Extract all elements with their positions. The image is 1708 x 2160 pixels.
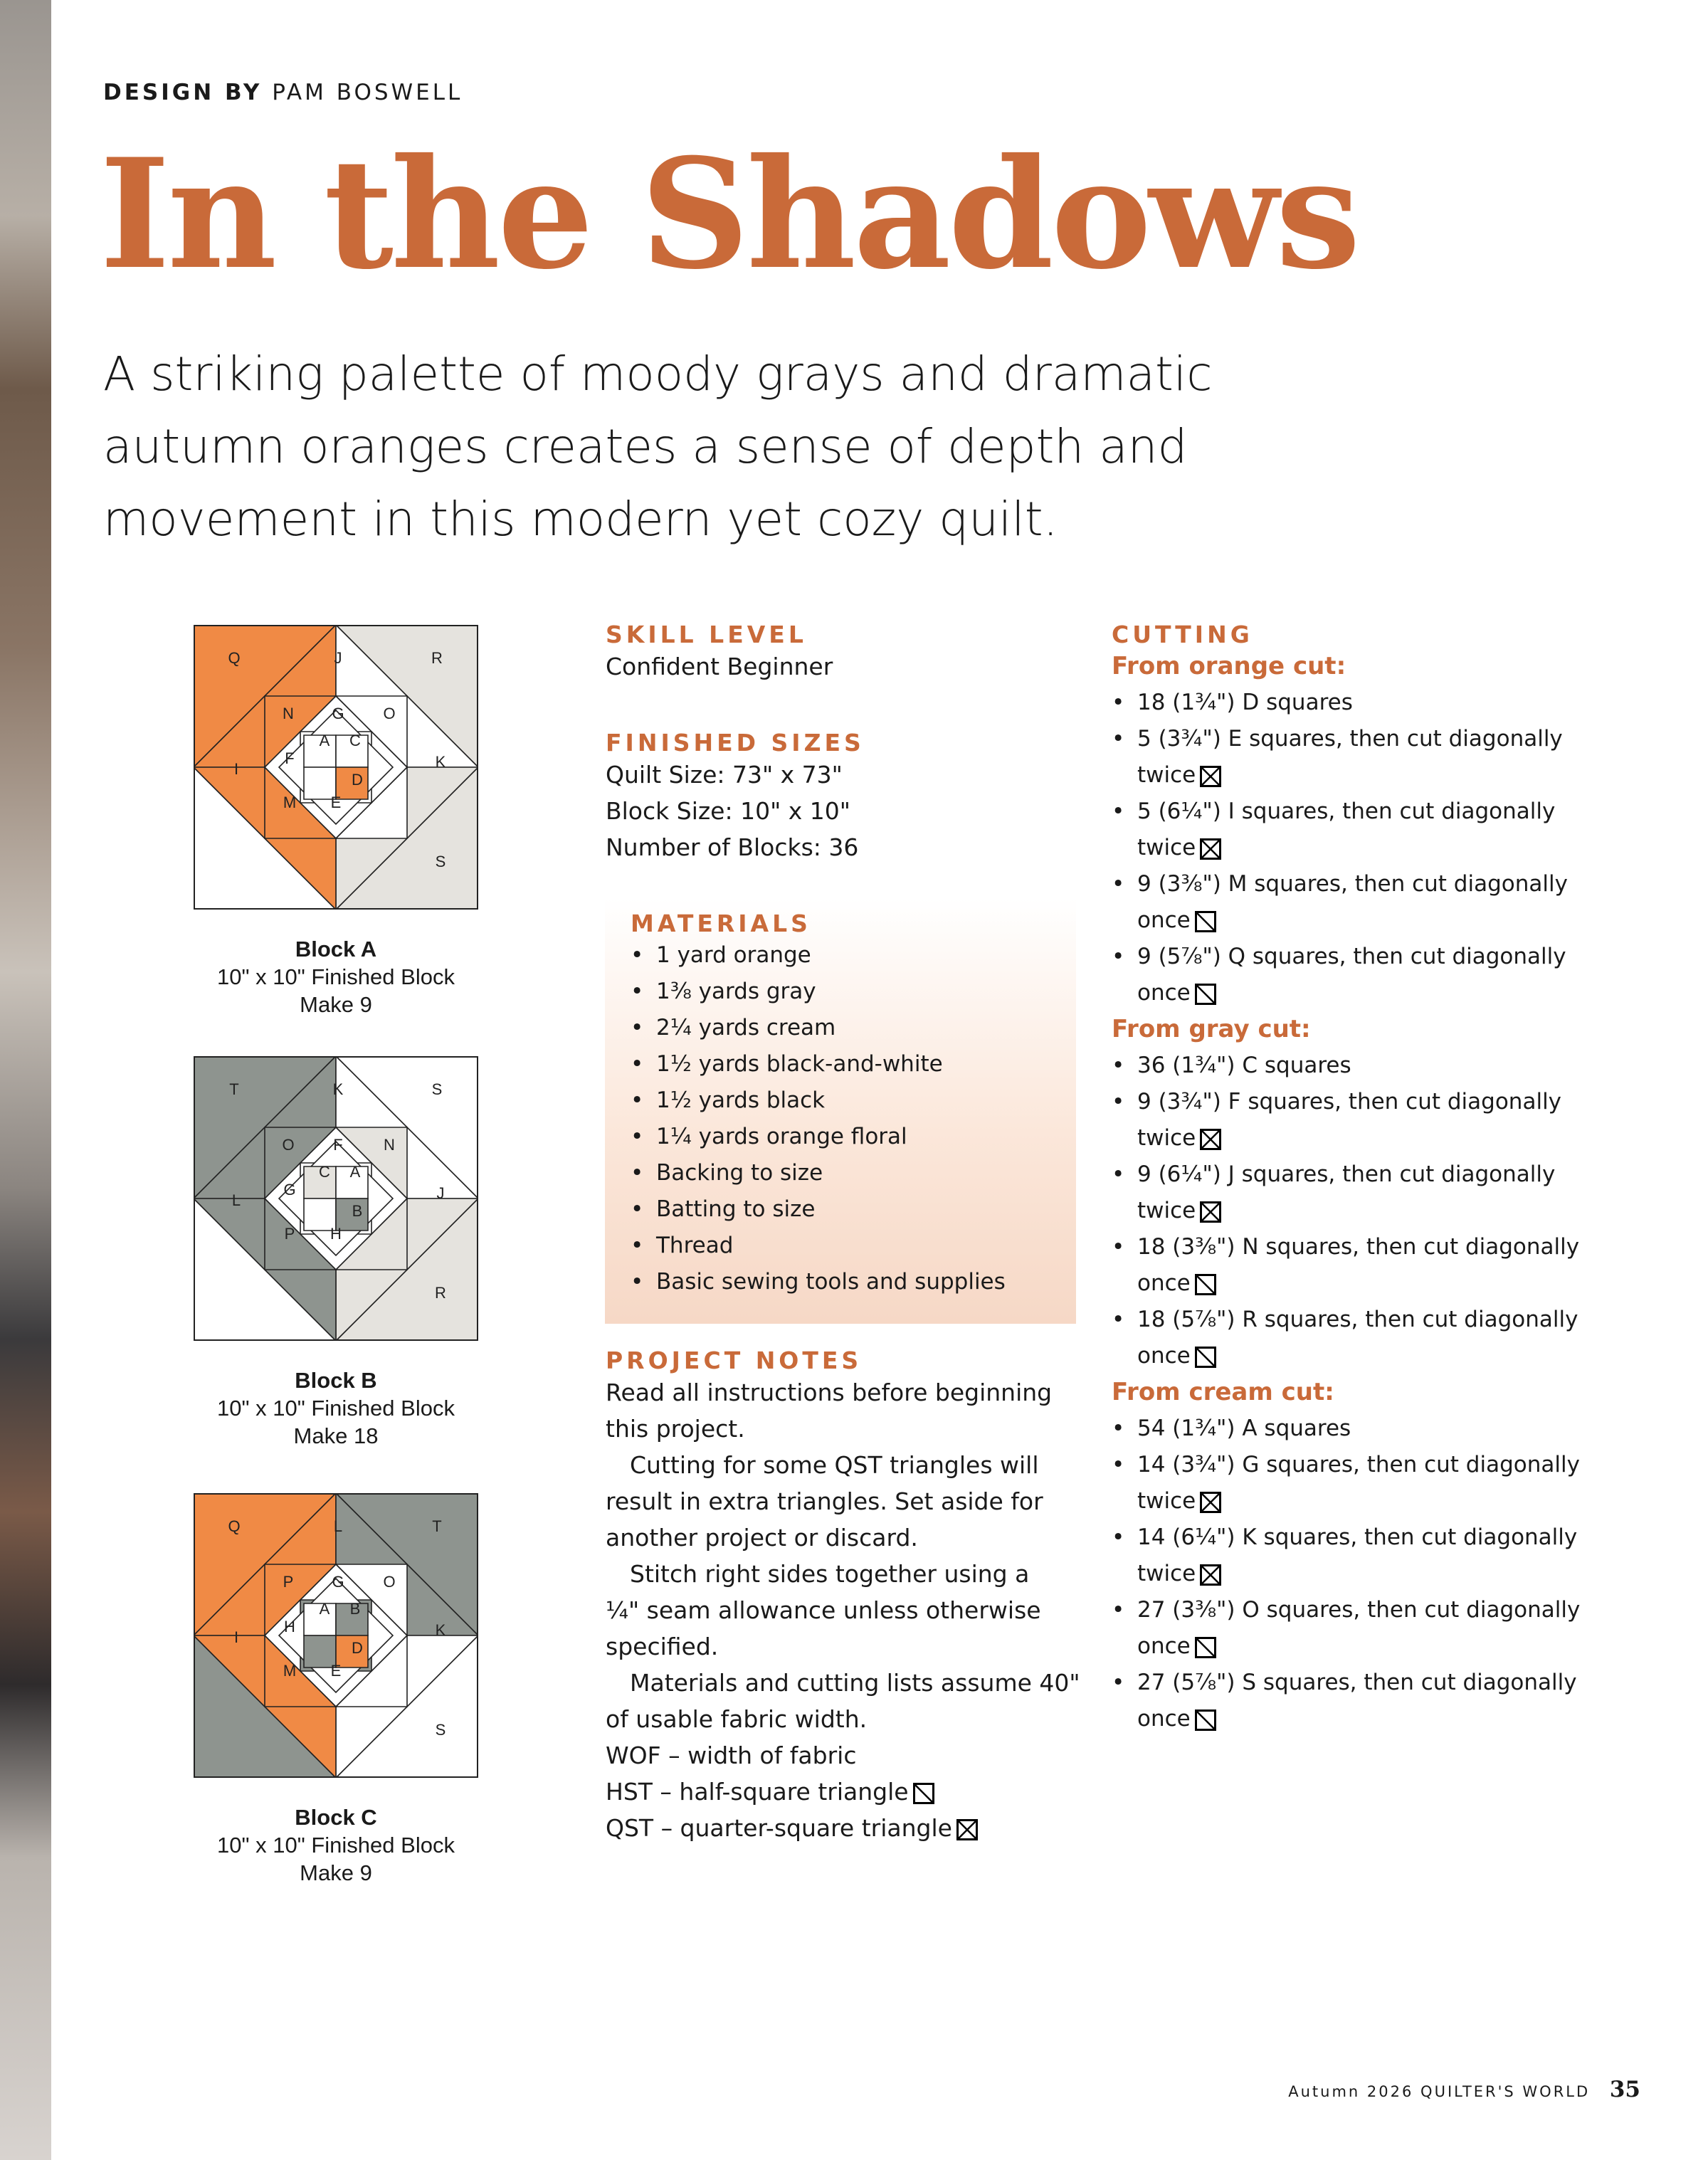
cutting-item: • 27 (5⅞") S squares, then cut diagonally (1112, 1665, 1638, 1701)
note-line: another project or discard. (606, 1524, 918, 1551)
hst-icon (1195, 911, 1216, 932)
patch-label: L (231, 1191, 241, 1209)
hst-icon (1195, 1274, 1216, 1295)
cut-instruction: twice (1137, 1198, 1196, 1223)
patch-label: G (283, 1181, 296, 1198)
patch-label: S (431, 1080, 443, 1098)
footer-magazine: QUILTER'S WORLD (1420, 2083, 1591, 2100)
patch-label: R (431, 649, 443, 667)
patch-label: O (383, 705, 396, 722)
block-title: Block C (295, 1805, 377, 1830)
qst-icon (956, 1819, 978, 1840)
hst-icon (1195, 1637, 1216, 1658)
patch-label: R (435, 1284, 446, 1302)
intro-line: A striking palette of moody grays and dramatic (103, 347, 1213, 401)
cut-instruction: once (1137, 1633, 1191, 1659)
cutting-item: • 14 (6¼") K squares, then cut diagonally (1112, 1519, 1638, 1556)
cut-instruction: once (1137, 980, 1191, 1006)
material-item: • Backing to size (631, 1155, 1065, 1191)
hst-icon (1195, 1709, 1216, 1731)
cutting-item-continuation (1112, 902, 1638, 939)
patch-label: I (233, 760, 239, 778)
material-item: • 1⅜ yards gray (631, 974, 1065, 1010)
cutting-item-continuation (1112, 1265, 1638, 1302)
patch-label: E (330, 794, 342, 811)
cutting-item: • 9 (5⅞") Q squares, then cut diagonally (1112, 939, 1638, 975)
designer-name: PAM BOSWELL (272, 80, 463, 105)
cut-instruction: once (1137, 907, 1191, 933)
patch-label: B (349, 1600, 361, 1618)
byline-label: DESIGN BY (103, 80, 263, 105)
patch-label: P (283, 1573, 294, 1591)
cutting-item-continuation (1112, 830, 1638, 866)
note-line (606, 1810, 1075, 1846)
section-heading: SKILL LEVEL (606, 621, 807, 648)
patch-label: T (229, 1080, 239, 1098)
cutting-group-title: From gray cut: (1112, 1015, 1311, 1043)
cutting-item: • 18 (1¾") D squares (1112, 685, 1638, 721)
patch-label: Q (228, 649, 241, 667)
page-number: 35 (1609, 2077, 1640, 2102)
cutting-item-continuation (1112, 1338, 1638, 1374)
cover-photo-strip (0, 0, 51, 2160)
block-title: Block A (295, 937, 377, 962)
note-line: specified. (606, 1633, 719, 1660)
cutting-item: • 9 (6¼") J squares, then cut diagonally (1112, 1157, 1638, 1193)
section-heading: CUTTING (1112, 621, 1253, 648)
block-c-caption (194, 1803, 478, 1887)
material-item: • Batting to size (631, 1191, 1065, 1228)
patch-label: A (349, 1163, 361, 1181)
size-line: Block Size: 10" x 10" (606, 797, 850, 825)
patch-label: G (332, 1573, 344, 1591)
cutting-item: • 54 (1¾") A squares (1112, 1411, 1638, 1447)
section-heading: FINISHED SIZES (606, 729, 865, 757)
cutting-item-continuation (1112, 1701, 1638, 1737)
patch-label: K (435, 753, 446, 771)
note-line: this project. (606, 1415, 745, 1443)
size-line: Quilt Size: 73" x 73" (606, 761, 843, 789)
hst-icon (913, 1783, 934, 1804)
hst-label: HST – half-square triangle (606, 1778, 909, 1806)
cutting-item-continuation (1112, 975, 1638, 1011)
cutting-item: • 9 (3¾") F squares, then cut diagonally (1112, 1084, 1638, 1120)
note-line: Read all instructions before beginning (606, 1379, 1053, 1406)
material-item: • Thread (631, 1228, 1065, 1264)
cut-instruction: once (1137, 1706, 1191, 1732)
cutting-item: • 5 (6¼") I squares, then cut diagonally (1112, 794, 1638, 830)
patch-label: E (330, 1662, 342, 1680)
patch-label: A (319, 732, 330, 749)
patch-label: C (319, 1163, 330, 1181)
block-size: 10" x 10" Finished Block (217, 1833, 455, 1858)
section-heading: PROJECT NOTES (606, 1347, 863, 1374)
size-line: Number of Blocks: 36 (606, 833, 859, 861)
patch-label: K (435, 1621, 446, 1639)
patch-label: C (349, 732, 361, 749)
byline (103, 80, 463, 105)
skill-section (606, 621, 1075, 685)
intro-line: autumn oranges creates a sense of depth and (103, 419, 1188, 474)
note-line: of usable fabric width. (606, 1705, 868, 1733)
materials-section (631, 910, 1065, 1300)
note-line: result in extra triangles. Set aside for (606, 1487, 1043, 1515)
cut-instruction: once (1137, 1343, 1191, 1369)
cutting-item-continuation (1112, 1556, 1638, 1592)
cutting-item: • 5 (3¾") E squares, then cut diagonally (1112, 721, 1638, 757)
material-item: • 1¼ yards orange floral (631, 1119, 1065, 1155)
notes-section (606, 1347, 1080, 1846)
patch-label: J (334, 649, 342, 667)
cutting-item-continuation (1112, 1193, 1638, 1229)
patch-label: M (283, 794, 297, 811)
patch-label: S (435, 1721, 446, 1739)
patch-label: N (384, 1136, 395, 1154)
patch-label: M (283, 1662, 297, 1680)
patch-label: A (319, 1600, 330, 1618)
cutting-item: • 9 (3⅜") M squares, then cut diagonally (1112, 866, 1638, 902)
qst-icon (1200, 1492, 1221, 1513)
cutting-item: • 27 (3⅜") O squares, then cut diagonally (1112, 1592, 1638, 1628)
cut-instruction: twice (1137, 1488, 1196, 1514)
patch-label: F (333, 1136, 343, 1154)
block-size: 10" x 10" Finished Block (217, 1396, 455, 1421)
block-a-caption (194, 935, 478, 1018)
cutting-item: • 36 (1¾") C squares (1112, 1048, 1638, 1084)
section-heading: MATERIALS (631, 910, 811, 937)
patch-label: O (383, 1573, 396, 1591)
patch-label: D (352, 1639, 363, 1657)
material-item: • 1 yard orange (631, 937, 1065, 974)
patch-label: D (352, 771, 363, 789)
patch-label: F (285, 749, 295, 767)
block-title: Block B (295, 1368, 377, 1393)
patch-label: O (282, 1136, 295, 1154)
cut-instruction: twice (1137, 835, 1196, 860)
cutting-group-title: From orange cut: (1112, 652, 1346, 680)
block-make: Make 9 (300, 1860, 372, 1885)
block-b-caption (194, 1366, 478, 1450)
note-line: ¼" seam allowance unless otherwise (606, 1596, 1041, 1624)
patch-label: P (284, 1225, 295, 1243)
patch-label: K (332, 1080, 344, 1098)
patch-label: T (432, 1517, 442, 1535)
hst-icon (1195, 1347, 1216, 1368)
material-item: • 1½ yards black (631, 1082, 1065, 1119)
patch-label: J (436, 1184, 445, 1202)
qst-icon (1200, 1201, 1221, 1223)
page-footer (1288, 2077, 1640, 2102)
material-item: • Basic sewing tools and supplies (631, 1264, 1065, 1300)
cutting-item-continuation (1112, 1483, 1638, 1519)
patch-label: L (333, 1517, 343, 1535)
qst-icon (1200, 766, 1221, 787)
qst-icon (1200, 838, 1221, 860)
patch-label: G (332, 705, 344, 722)
cutting-item: • 18 (3⅜") N squares, then cut diagonally (1112, 1229, 1638, 1265)
cutting-item-continuation (1112, 1628, 1638, 1665)
block-make: Make 9 (300, 992, 372, 1017)
patch-label: H (284, 1618, 295, 1635)
hst-icon (1195, 984, 1216, 1005)
cut-instruction: twice (1137, 1561, 1196, 1586)
page-title: In the Shadows (100, 125, 1358, 302)
material-item: • 2¼ yards cream (631, 1010, 1065, 1046)
cutting-section (1112, 621, 1638, 1737)
qst-label: QST – quarter-square triangle (606, 1814, 952, 1842)
cut-instruction: twice (1137, 1125, 1196, 1151)
cutting-group-title: From cream cut: (1112, 1378, 1334, 1406)
block-make: Make 18 (293, 1423, 379, 1448)
note-line: Materials and cutting lists assume 40" (630, 1669, 1080, 1697)
cutting-item-continuation (1112, 757, 1638, 794)
patch-label: N (283, 705, 294, 722)
footer-season: Autumn 2026 (1288, 2083, 1414, 2100)
note-line (606, 1774, 1075, 1810)
qst-icon (1200, 1564, 1221, 1586)
note-line: WOF – width of fabric (606, 1742, 857, 1769)
qst-icon (1200, 1129, 1221, 1150)
note-line: Cutting for some QST triangles will (630, 1451, 1039, 1479)
skill-value: Confident Beginner (606, 653, 833, 680)
block-a-diagram (194, 625, 478, 910)
cutting-item: • 14 (3¾") G squares, then cut diagonally (1112, 1447, 1638, 1483)
cutting-item: • 18 (5⅞") R squares, then cut diagonally (1112, 1302, 1638, 1338)
material-item: • 1½ yards black-and-white (631, 1046, 1065, 1082)
patch-label: H (330, 1225, 342, 1243)
patch-label: Q (228, 1517, 241, 1535)
block-size: 10" x 10" Finished Block (217, 964, 455, 989)
note-line: Stitch right sides together using a (630, 1560, 1030, 1588)
patch-label: I (233, 1628, 239, 1646)
cut-instruction: once (1137, 1270, 1191, 1296)
block-b-diagram (194, 1056, 478, 1341)
block-c-diagram (194, 1493, 478, 1778)
cut-instruction: twice (1137, 762, 1196, 788)
intro-text (103, 338, 1242, 556)
sizes-section (606, 729, 1075, 865)
intro-line: movement in this modern yet cozy quilt. (103, 492, 1058, 547)
cutting-item-continuation (1112, 1120, 1638, 1157)
patch-label: S (435, 853, 446, 870)
patch-label: B (352, 1202, 363, 1220)
